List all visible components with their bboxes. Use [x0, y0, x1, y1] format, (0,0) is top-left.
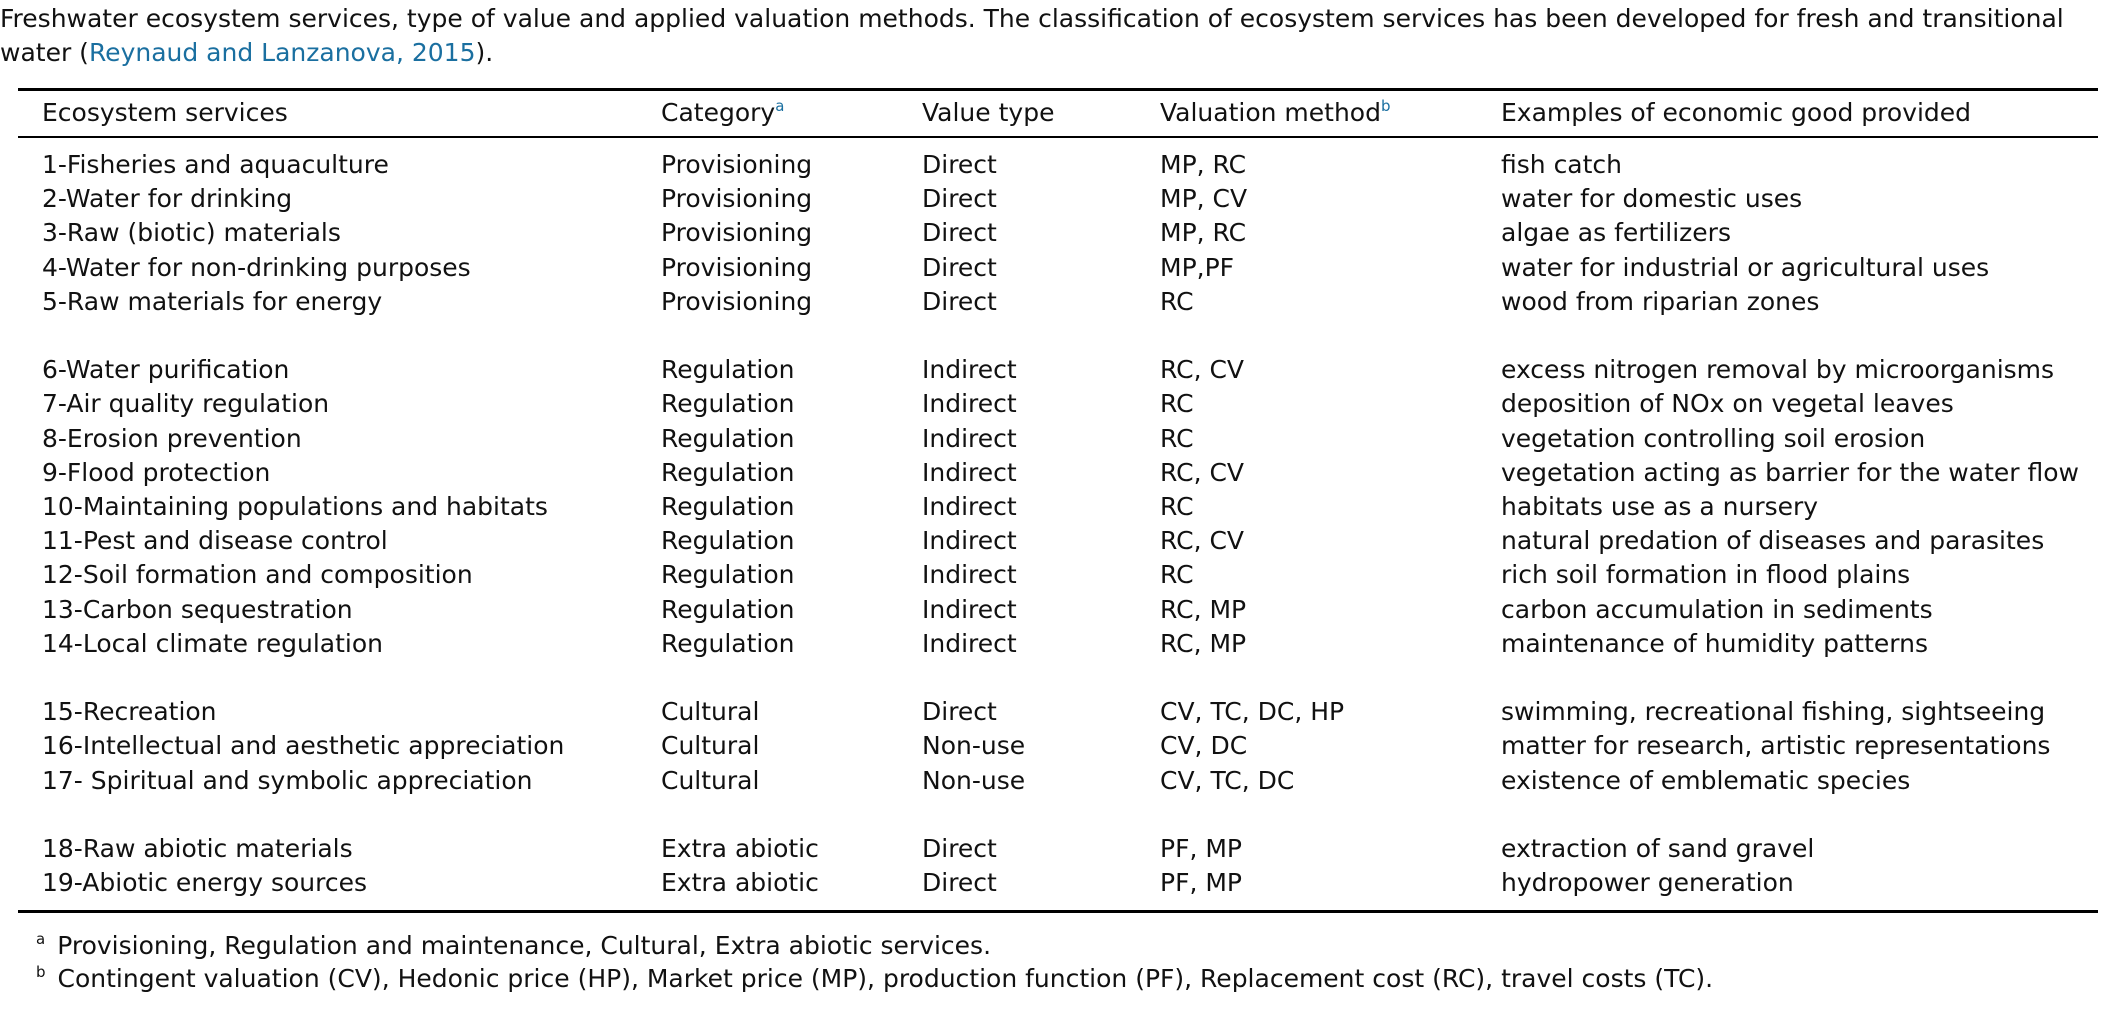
footnote-a	[36, 929, 991, 963]
service-cell: 13-Carbon sequestration	[42, 594, 353, 624]
example-cell: extraction of sand gravel	[1501, 834, 1815, 863]
valuation-method-cell: RC, CV	[1160, 526, 1245, 556]
example-cell: fish catch	[1501, 150, 1623, 179]
example-cell: algae as fertilizers	[1501, 218, 1731, 248]
example-cell: rich soil formation in flood plains	[1501, 560, 1911, 590]
service-cell: 17- Spiritual and symbolic appreciation	[42, 765, 533, 795]
example-cell: water for industrial or agricultural uses	[1501, 252, 1990, 282]
example-cell: existence of emblematic species	[1501, 765, 1911, 795]
service-cell: 9-Flood protection	[42, 457, 271, 487]
category-cell: Provisioning	[661, 150, 813, 179]
category-cell: Cultural	[661, 731, 760, 761]
example-cell: deposition of NOx on vegetal leaves	[1501, 389, 1954, 419]
valuation-method-cell: RC, MP	[1160, 628, 1247, 658]
value-type-cell: Indirect	[922, 560, 1017, 590]
table-bottom-rule	[18, 910, 2098, 913]
category-cell: Cultural	[661, 765, 760, 795]
category-cell: Extra abiotic	[661, 868, 819, 898]
value-type-cell: Indirect	[922, 492, 1017, 521]
value-type-cell: Direct	[922, 286, 997, 316]
valuation-method-cell: RC	[1160, 286, 1194, 316]
header-valuation-method: Valuation method$^b$	[1160, 97, 1391, 127]
category-cell: Regulation	[661, 492, 795, 521]
example-cell: wood from riparian zones	[1501, 286, 1820, 316]
category-cell: Extra abiotic	[661, 834, 819, 863]
category-cell: Provisioning	[661, 252, 813, 282]
valuation-method-cell: RC	[1160, 560, 1194, 590]
valuation-method-cell: RC, CV	[1160, 355, 1245, 385]
service-cell: 10-Maintaining populations and habitats	[42, 492, 548, 521]
example-cell: natural predation of diseases and parasites	[1501, 526, 2045, 556]
valuation-method-cell: RC	[1160, 389, 1194, 419]
value-type-cell: Direct	[922, 150, 997, 179]
table-header-rule	[18, 136, 2098, 138]
caption-end: ).	[475, 38, 494, 67]
service-cell: 18-Raw abiotic materials	[42, 834, 353, 863]
example-cell: vegetation controlling soil erosion	[1501, 423, 1926, 453]
service-cell: 12-Soil formation and composition	[42, 560, 473, 590]
valuation-method-cell: PF, MP	[1160, 868, 1242, 898]
service-cell: 7-Air quality regulation	[42, 389, 330, 419]
value-type-cell: Direct	[922, 834, 997, 863]
value-type-cell: Indirect	[922, 389, 1017, 419]
example-cell: maintenance of humidity patterns	[1501, 628, 1929, 658]
category-cell: Regulation	[661, 526, 795, 556]
example-cell: carbon accumulation in sediments	[1501, 594, 1933, 624]
caption-text: Freshwater ecosystem services, type of value and applied valuation methods. The classification of ecosystem services has been developed for fresh and transitional water (	[0, 4, 2064, 67]
footnote-b	[36, 962, 1713, 996]
service-cell: 2-Water for drinking	[42, 184, 293, 214]
category-cell: Regulation	[661, 423, 795, 453]
value-type-cell: Direct	[922, 697, 997, 727]
service-cell: 16-Intellectual and aesthetic appreciation	[42, 731, 565, 761]
valuation-method-cell: MP, RC	[1160, 150, 1247, 179]
valuation-method-cell: RC, CV	[1160, 457, 1245, 487]
example-cell: hydropower generation	[1501, 868, 1794, 898]
category-cell: Provisioning	[661, 184, 813, 214]
valuation-method-cell: MP, CV	[1160, 184, 1248, 214]
category-cell: Regulation	[661, 457, 795, 487]
category-cell: Regulation	[661, 355, 795, 385]
header-category: Category$^a$	[661, 97, 785, 127]
valuation-method-cell: RC	[1160, 492, 1194, 521]
valuation-method-cell: MP,PF	[1160, 252, 1235, 282]
example-cell: swimming, recreational fishing, sightseeing	[1501, 697, 2046, 727]
service-cell: 5-Raw materials for energy	[42, 286, 383, 316]
header-value-type: Value type	[922, 98, 1055, 127]
service-cell: 15-Recreation	[42, 697, 217, 727]
category-cell: Regulation	[661, 594, 795, 624]
service-cell: 11-Pest and disease control	[42, 526, 388, 556]
value-type-cell: Indirect	[922, 355, 1017, 385]
service-cell: 4-Water for non-drinking purposes	[42, 252, 471, 282]
example-cell: water for domestic uses	[1501, 184, 1803, 214]
service-cell: 14-Local climate regulation	[42, 628, 383, 658]
value-type-cell: Indirect	[922, 594, 1017, 624]
value-type-cell: Non-use	[922, 765, 1026, 795]
table-top-rule	[18, 88, 2098, 91]
valuation-method-cell: RC	[1160, 423, 1194, 453]
service-cell: 1-Fisheries and aquaculture	[42, 150, 389, 179]
footnote-mark-a[interactable]: a	[775, 97, 785, 115]
category-cell: Regulation	[661, 389, 795, 419]
valuation-method-cell: RC, MP	[1160, 594, 1247, 624]
valuation-method-cell: CV, TC, DC	[1160, 765, 1295, 795]
category-cell: Provisioning	[661, 286, 813, 316]
service-cell: 19-Abiotic energy sources	[42, 868, 368, 898]
value-type-cell: Direct	[922, 184, 997, 214]
category-cell: Cultural	[661, 697, 760, 727]
footnote-mark-b[interactable]: b	[1380, 97, 1391, 115]
header-examples: Examples of economic good provided	[1501, 98, 1972, 127]
example-cell: excess nitrogen removal by microorganisms	[1501, 355, 2055, 385]
value-type-cell: Indirect	[922, 423, 1017, 453]
example-cell: matter for research, artistic representations	[1501, 731, 2051, 761]
table-caption	[0, 2, 2098, 70]
example-cell: vegetation acting as barrier for the water flow	[1501, 457, 2079, 487]
footnote-b-text: Contingent valuation (CV), Hedonic price (HP), Market price (MP), production function (PF), Replacement cost (RC), travel costs (TC).	[57, 964, 1714, 993]
service-cell: 8-Erosion prevention	[42, 423, 302, 453]
example-cell: habitats use as a nursery	[1501, 492, 1819, 521]
footnote-a-mark: a	[36, 930, 46, 948]
valuation-method-cell: PF, MP	[1160, 834, 1242, 863]
value-type-cell: Indirect	[922, 457, 1017, 487]
category-cell: Regulation	[661, 628, 795, 658]
valuation-method-cell: CV, TC, DC, HP	[1160, 697, 1345, 727]
citation-link[interactable]: Reynaud and Lanzanova, 2015	[88, 38, 476, 67]
service-cell: 6-Water purification	[42, 355, 290, 385]
footnote-a-text: Provisioning, Regulation and maintenance, Cultural, Extra abiotic services.	[57, 931, 992, 960]
footnote-b-mark: b	[36, 963, 46, 981]
category-cell: Regulation	[661, 560, 795, 590]
valuation-method-cell: CV, DC	[1160, 731, 1248, 761]
value-type-cell: Indirect	[922, 628, 1017, 658]
category-cell: Provisioning	[661, 218, 813, 248]
value-type-cell: Direct	[922, 218, 997, 248]
valuation-method-cell: MP, RC	[1160, 218, 1247, 248]
header-ecosystem-services: Ecosystem services	[42, 98, 288, 127]
service-cell: 3-Raw (biotic) materials	[42, 218, 341, 248]
value-type-cell: Indirect	[922, 526, 1017, 556]
value-type-cell: Direct	[922, 868, 997, 898]
value-type-cell: Non-use	[922, 731, 1026, 761]
value-type-cell: Direct	[922, 252, 997, 282]
